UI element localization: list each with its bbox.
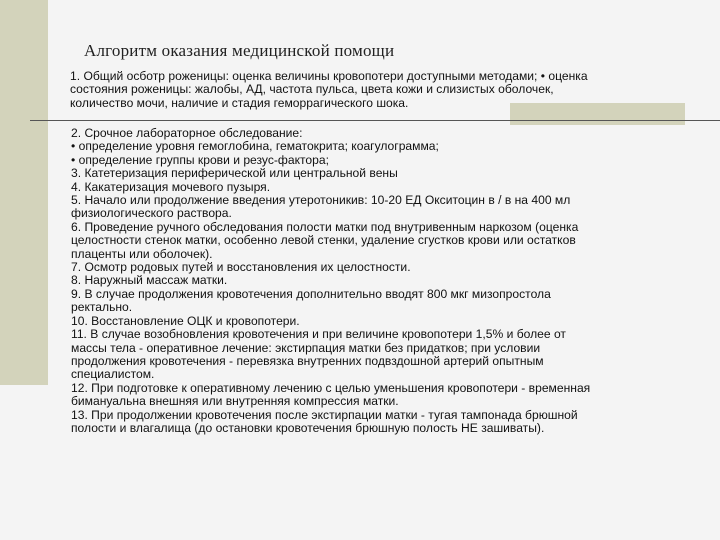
list-line: массы тела - оперативное лечение: экстирпация матки без придатков; при условии [71,340,541,355]
list-line: физиологического раствора. [71,206,232,221]
list-line: 6. Проведение ручного обследования полости матки под внутривенным наркозом (оценка [71,219,579,234]
list-line: 13. При продолжении кровотечения после экстирпации матки - тугая тампонада брюшной [71,407,578,422]
list-line: 12. При подготовке к оперативному лечению с целью уменьшения кровопотери - временная [71,380,591,395]
list-line: 7. Осмотр родовых путей и восстановления их целостности. [71,260,411,275]
decorative-side-bar [0,0,48,385]
steps-list [71,127,696,435]
intro-paragraph [70,70,695,110]
intro-line: состояния роженицы: жалобы, АД, частота пульса, цвета кожи и слизистых оболочек, [70,82,554,97]
list-line: 8. Наружный массаж матки. [71,273,228,288]
list-line: 4. Какатеризация мочевого пузыря. [71,179,271,194]
list-line: бимануальна внешняя или внутренняя компрессия матки. [71,394,399,409]
slide-title: Алгоритм оказания медицинской помощи [84,41,395,60]
list-line: 9. В случае продолжения кровотечения дополнительно вводят 800 мкг мизопростола [71,286,551,301]
list-line: • определение уровня гемоглобина, гематокрита; коагулограмма; [71,139,439,154]
list-line: плаценты или оболочек). [71,246,213,261]
list-line: 2. Срочное лабораторное обследование: [71,126,303,140]
list-line: 5. Начало или продолжение введения утеротоникив: 10-20 ЕД Окситоцин в / в на 400 мл [71,193,571,208]
list-line: 3. Катетеризация периферической или центральной вены [71,166,398,181]
list-line: 10. Восстановление ОЦК и кровопотери. [71,313,300,328]
intro-line: 1. Общий осботр роженицы: оценка величины кровопотери доступными методами; • оценка [70,69,588,83]
list-line: целостности стенок матки, особенно левой стенки, удаление сгустков крови или остатков [71,233,576,248]
list-line: 11. В случае возобновления кровотечения и при величине кровопотери 1,5% и более от [71,327,566,342]
list-line: • определение группы крови и резус-фактора; [71,152,329,167]
list-line: ректально. [71,300,133,315]
list-line: полости и влагалища (до остановки кровотечения брюшную полость НЕ зашиваты). [71,420,545,435]
list-line: продолжения кровотечения - перевязка внутренних подвздошной артерий опытным [71,353,544,368]
list-line: специалистом. [71,367,155,382]
intro-line: количество мочи, наличие и стадия геморрагического шока. [70,95,409,110]
decorative-rule [30,120,720,121]
